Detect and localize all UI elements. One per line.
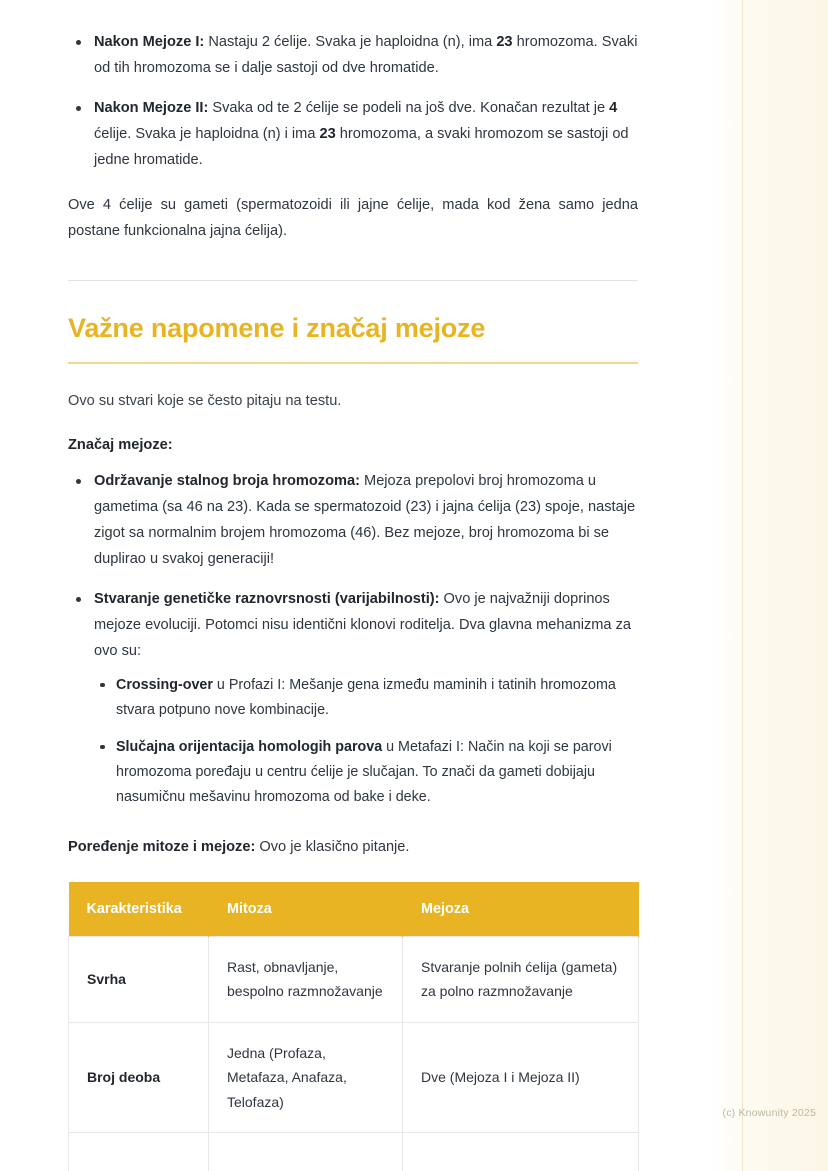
- table-row: [69, 1022, 639, 1133]
- comparison-table-wrap: [68, 882, 638, 1171]
- table-cell-characteristic: Svrha: [69, 936, 209, 1022]
- list-item-text: u Metafazi I: Način na koji se parovi hromozoma poređaju u centru ćelije je slučajan. To znači da gameti dobijaju nasumičnu mešavinu hromozoma od bake i deke.: [116, 738, 612, 805]
- gamete-paragraph: Ove 4 ćelije su gameti (spermatozoidi ili jajne ćelije, mada kod žena samo jedna postane funkcionalna jajna ćelija).: [68, 196, 638, 240]
- section-divider: [68, 280, 638, 281]
- left-gutter: [0, 0, 34, 1171]
- inline-bold-23b: 23: [319, 125, 336, 142]
- footer-copyright: (c) Knowunity 2025: [722, 1107, 816, 1119]
- list-item-lead: Stvaranje genetičke raznovrsnosti (varijabilnosti):: [94, 590, 440, 607]
- list-item-text: Mejoza prepolovi broj hromozoma u gametima (sa 46 na 23). Kada se spermatozoid (23) i jajna ćelija (23) spoje, nastaje zigot sa normalnim brojem hromozoma (46). Bez mejoze, broj hromozoma bi se duplirao u svakoj generaciji!: [94, 472, 636, 567]
- table-header-cell: Mejoza: [403, 882, 639, 937]
- significance-heading: Značaj mejoze:: [68, 436, 173, 453]
- inline-bold-23: 23: [496, 34, 513, 50]
- rail-divider: [742, 0, 743, 1171]
- table-header-cell: Mitoza: [209, 882, 403, 937]
- list-item-text: Nastaju 2 ćelije. Svaka je haploidna (n), ima 23 hromozoma. Svaki od tih hromozoma se i dalje sastoji od dve hromatide.: [94, 34, 638, 76]
- list-item: [68, 587, 638, 810]
- list-item-text: Ovo je najvažniji doprinos mejoze evoluciji. Potomci nisu identični klonovi roditelja. Dva glavna mehanizma za ovo su:: [94, 590, 631, 659]
- meiosis-stage-list: [68, 30, 638, 174]
- lead-text: Ovo su stvari koje se često pitaju na testu.: [68, 393, 342, 410]
- table-cell-mitosis: Jedna (Profaza, Metafaza, Anafaza, Telofaza): [209, 1022, 403, 1133]
- list-item-text: u Profazi I: Mešanje gena između maminih i tatinih hromozoma stvara potpuno nove kombinacije.: [116, 676, 616, 718]
- table-cell-meiosis: Dve (Mejoza I i Mejoza II): [403, 1022, 639, 1133]
- significance-list: [68, 469, 638, 810]
- table-row: [69, 1133, 639, 1171]
- page-title: Važne napomene i značaj mejoze: [68, 313, 486, 344]
- mechanism-list: [94, 673, 638, 810]
- list-item: [68, 469, 638, 573]
- table-cell-mitosis: [209, 1133, 403, 1171]
- list-item-lead: Crossing-over: [116, 676, 213, 693]
- list-item-lead: Slučajna orijentacija homologih parova: [116, 738, 383, 755]
- list-item-lead: Nakon Mejoze I:: [94, 34, 205, 50]
- comparison-intro: [68, 834, 638, 860]
- document-content: [34, 0, 708, 1171]
- table-row: [69, 936, 639, 1022]
- list-item: [68, 96, 638, 174]
- table-header-cell: Karakteristika: [69, 882, 209, 937]
- list-item-lead: Nakon Mejoze II:: [94, 99, 209, 116]
- table-cell-meiosis: [403, 1133, 639, 1171]
- list-item-lead: Održavanje stalnog broja hromozoma:: [94, 472, 360, 489]
- right-rail: [708, 0, 828, 1171]
- list-item-text: Svaka od te 2 ćelije se podeli na još dve. Konačan rezultat je 4 ćelije. Svaka je haploidna (n) i ima 23 hromozoma, a svaki hromozom se sastoji od jedne hromatide.: [94, 99, 629, 168]
- list-item: [94, 673, 638, 723]
- comparison-intro-rest: Ovo je klasično pitanje.: [255, 838, 410, 855]
- table-cell-meiosis: Stvaranje polnih ćelija (gameta) za polno razmnožavanje: [403, 936, 639, 1022]
- table-header-row: [69, 882, 639, 937]
- comparison-table: [68, 882, 639, 1171]
- table-cell-characteristic: [69, 1133, 209, 1171]
- table-cell-mitosis: Rast, obnavljanje, bespolno razmnožavanje: [209, 936, 403, 1022]
- list-item: [94, 735, 638, 810]
- list-item: [68, 30, 638, 82]
- title-underline: [68, 362, 638, 364]
- inline-bold-4: 4: [609, 99, 618, 116]
- table-cell-characteristic: Broj deoba: [69, 1022, 209, 1133]
- comparison-intro-lead: Poređenje mitoze i mejoze:: [68, 838, 256, 855]
